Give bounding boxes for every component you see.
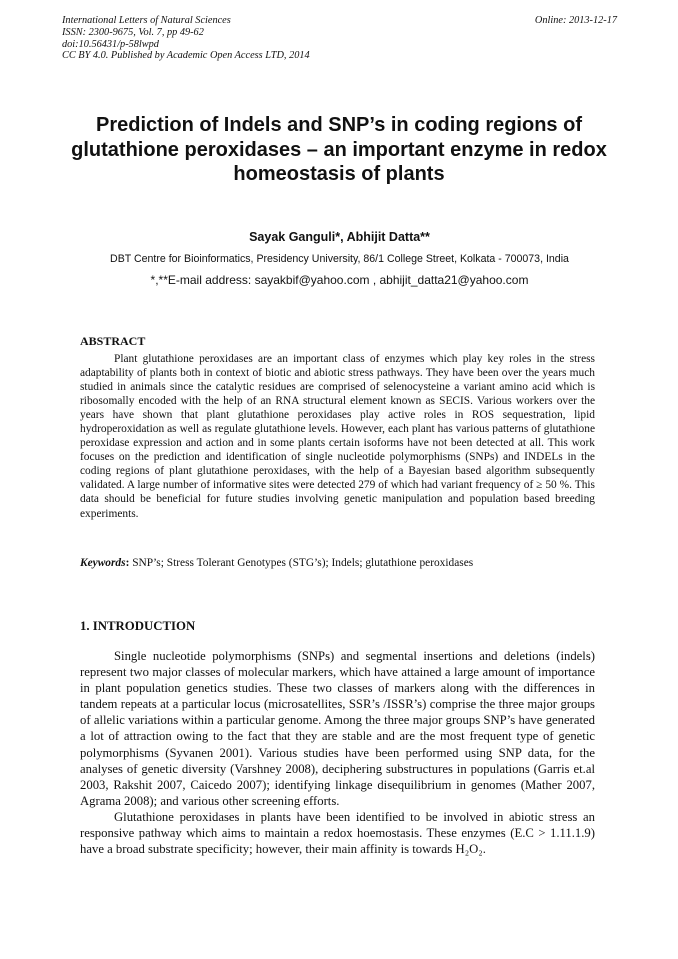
license-line: CC BY 4.0. Published by Academic Open Access LTD, 2014 <box>62 50 310 62</box>
introduction-body <box>80 648 595 857</box>
paper-title: Prediction of Indels and SNP’s in coding regions of glutathione peroxidases – an important enzyme in redox homeostasis of plants <box>71 114 607 185</box>
keywords-text: SNP’s; Stress Tolerant Genotypes (STG’s); Indels; glutathione peroxidases <box>129 557 474 569</box>
introduction-heading: 1. INTRODUCTION <box>80 619 196 633</box>
online-date: Online: 2013-12-17 <box>534 15 617 26</box>
keywords-label: Keywords <box>80 557 126 569</box>
running-header <box>62 15 617 62</box>
abstract-heading: ABSTRACT <box>80 334 146 348</box>
affiliation: DBT Centre for Bioinformatics, Presidency University, 86/1 College Street, Kolkata - 700073, India <box>110 253 569 265</box>
keywords-colon: : <box>125 557 130 569</box>
journal-name: International Letters of Natural Sciences <box>62 15 231 26</box>
intro-paragraph-2: Glutathione peroxidases in plants have been identified to be involved in abiotic stress an responsive pathway which aims to maintain a redox hoemostasis. These enzymes (E.C > 1.11.1.9) have a broad substrate specificity; however, their main affinity is towards H₂O₂. <box>80 809 595 857</box>
abstract-text: Plant glutathione peroxidases are an important class of enzymes which play key roles in the stress adaptability of plants both in context of biotic and abiotic stress pathways. They have been over the years much studied in animals since the catalytic residues are comprised of selenocysteine a variant amino acid which is ribosomally encoded with the help of an RNA structural element known as SECIS. Various workers over the years have shown that plant glutathione peroxidases play active roles in ROS sequestration, lipid hydroperoxidation as well as regulate glutathione levels. However, each plant has various patterns of glutathione peroxidase expression and action and in some plants certain isoforms have not been detected at all. This work focuses on the prediction and identification of single nucleotide polymorphisms (SNPs) and INDELs in the coding regions of plant glutathione peroxidases, with the help of a Bayesian based algorithm subsequently validated. A large number of informative sites were detected 279 of which had variant frequency of ≥ 50 %. This data should be beneficial for future studies involving genetic manipulation and population based breeding experiments. <box>80 353 595 520</box>
email-addresses: *,**E-mail address: sayakbif@yahoo.com , abhijit_datta21@yahoo.com <box>150 273 529 287</box>
doi-line: doi:10.56431/p-58lwpd <box>62 38 159 50</box>
keywords-line <box>80 557 595 569</box>
intro-paragraph-1: Single nucleotide polymorphisms (SNPs) and segmental insertions and deletions (indels) represent two major classes of molecular markers, which have attained a large amount of importance in plant population genetics studies. These two classes of markers along with the differences in tandem repeats at a particular locus (microsatellites, SSR’s /ISSR’s) comprise the three major groups of allelic variations within a particular genome. Among the three major groups SNP’s have generated a lot of attraction owing to the fact that they are stable and are the most frequent type of genetic polymorphisms (Syvanen 2001). Various studies have been performed using SNP data, for the analyses of genetic diversity (Varshney 2008), deciphering substructures in populations (Garris et.al 2003, Rakshit 2007, Caicedo 2007); identifying linkage disequilibrium in genomes (Mather 2007, Agrama 2008); and various other screening efforts. <box>80 649 595 808</box>
authors: Sayak Ganguli*, Abhijit Datta** <box>249 230 430 244</box>
issn-line: ISSN: 2300-9675, Vol. 7, pp 49-62 <box>62 26 204 38</box>
